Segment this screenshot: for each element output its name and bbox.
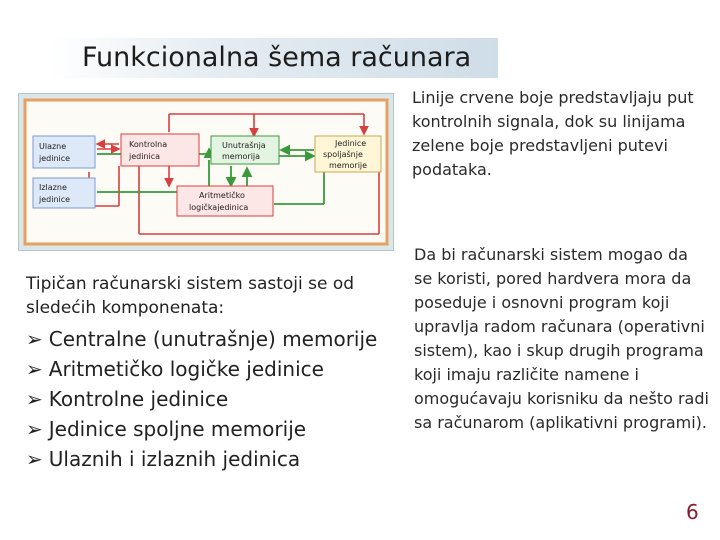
slide-title: Funkcionalna šema računara <box>82 42 472 73</box>
list-item <box>26 324 386 354</box>
bullet-arrow-icon: ➢ <box>26 357 43 381</box>
box-aritmeticko-logicka-jedinica <box>177 186 273 216</box>
list-item <box>26 414 386 444</box>
diagram-svg <box>19 94 393 250</box>
list-item-text: Kontrolne jedinice <box>48 387 229 411</box>
box-izlazne-jedinice <box>33 178 95 208</box>
spoljasnje-line1: Jedinice <box>335 139 367 148</box>
izlazne-line2: jedinice <box>39 195 71 204</box>
list-item <box>26 384 386 414</box>
box-unutrasnja-memorija <box>211 136 279 164</box>
functional-diagram <box>18 93 394 251</box>
list-item-text: Jedinice spoljne memorije <box>48 417 307 441</box>
spoljasnje-line2: spoljašnje <box>323 150 363 159</box>
unutrasnja-line1: Unutrašnja <box>222 141 266 150</box>
software-description: Da bi računarski sistem mogao da se koristi, pored hardvera mora da poseduje i osnovni program koji upravlja radom računara (operativni sistem), kao i skup drugih programa koji imaju različite namene i omogućavaju korisniku da nešto radi sa računarom (aplikativni programi). <box>414 245 709 432</box>
page-number: 6 <box>686 500 699 524</box>
components-intro: Tipičan računarski sistem sastoji se od sledećih komponenata: <box>26 274 355 318</box>
legend-description: Linije crvene boje predstavljaju put kontrolnih signala, dok su linijama zelene boje predstavljeni putevi podataka. <box>412 88 694 179</box>
unutrasnja-line2: memorija <box>222 152 261 161</box>
list-item <box>26 444 386 474</box>
ulazne-line2: jedinice <box>39 154 71 163</box>
izlazne-line1: Izlazne <box>39 183 67 192</box>
aritmeticko-line1: Aritmetičko <box>199 191 245 200</box>
ulazne-line1: Ulazne <box>39 142 67 151</box>
aritmeticko-line2: logičkajedinica <box>189 203 249 212</box>
components-section <box>26 272 386 474</box>
bullet-arrow-icon: ➢ <box>26 327 43 351</box>
box-ulazne-jedinice <box>33 136 95 168</box>
bullet-arrow-icon: ➢ <box>26 417 43 441</box>
list-item <box>26 354 386 384</box>
box-kontrolna-jedinica <box>121 134 199 166</box>
components-list <box>26 324 386 474</box>
box-jedinice-spoljasnje-memorije <box>315 136 381 172</box>
list-item-text: Ulaznih i izlaznih jedinica <box>48 447 301 471</box>
bullet-arrow-icon: ➢ <box>26 447 43 471</box>
kontrolna-line1: Kontrolna <box>129 140 168 149</box>
list-item-text: Aritmetičko logičke jedinice <box>48 357 324 381</box>
list-item-text: Centralne (unutrašnje) memorije <box>48 327 378 351</box>
spoljasnje-line3: memorije <box>329 161 368 170</box>
kontrolna-line2: jedinica <box>129 152 161 161</box>
bullet-arrow-icon: ➢ <box>26 387 43 411</box>
